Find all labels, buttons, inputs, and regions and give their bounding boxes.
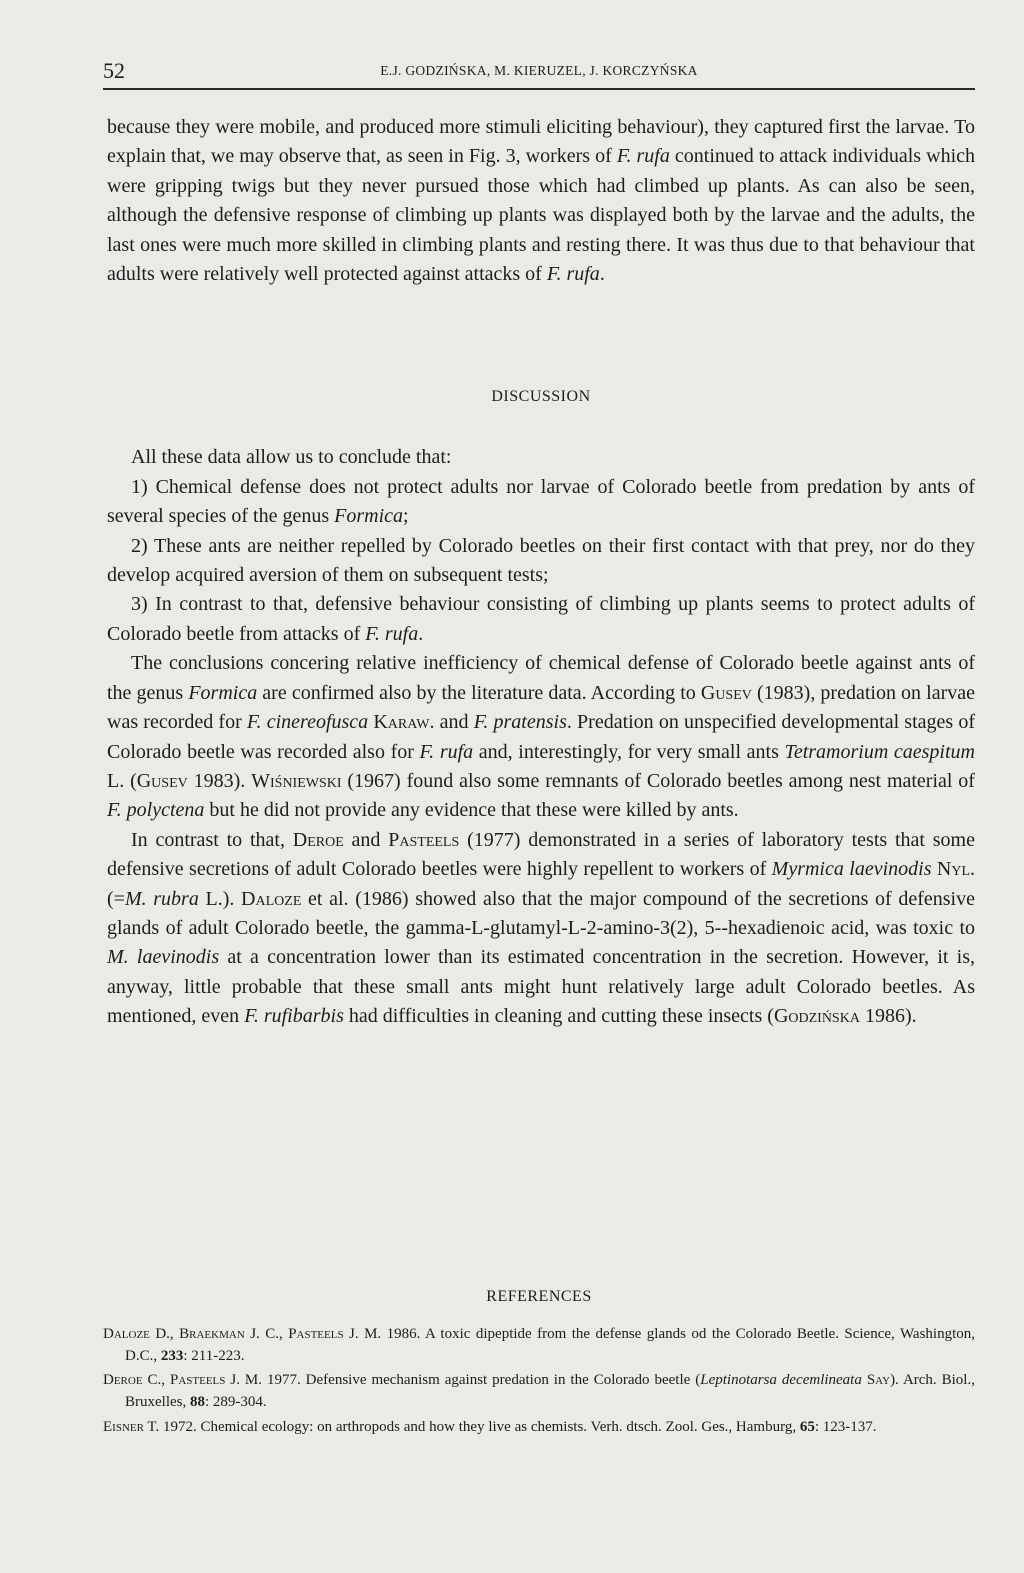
species-name: M. rubra <box>124 887 199 910</box>
text-run: L. ( <box>107 769 137 792</box>
paragraph-literature <box>107 649 975 825</box>
text-run: : 123-137. <box>814 1418 877 1435</box>
author-name: Karaw <box>373 711 430 734</box>
text-run: : 211-223. <box>183 1347 245 1364</box>
text-run: (1977) demonstrated in a series of laboratory tests that some defensive secretions of adult Colorado beetles were highly repellent to workers of <box>107 828 975 881</box>
text-run: because they were mobile, and produced more stimuli eliciting behaviour), they captured first the larvae. To explain that, we may observe that, as seen in Fig. 3, workers of <box>107 116 975 168</box>
species-name: F. rufa <box>419 740 474 763</box>
author-name: Pasteels <box>388 828 460 851</box>
author-name: Gusev <box>136 769 188 792</box>
text-run: 1986). <box>859 1005 917 1028</box>
conclusion-intro: All these data allow us to conclude that: <box>131 446 452 469</box>
references-section <box>103 1288 975 1442</box>
volume-number: 65 <box>799 1418 815 1435</box>
text-run: et al. (1986) showed also that the major compound of the secretions of defensive glands of adult Colorado beetle, the gamma-L-glutamyl-L-2-amino-3(2), 5--hexadienoic acid, was toxic to <box>107 887 975 939</box>
species-name: F. rufibarbis <box>244 1005 344 1028</box>
text-run: but he did not provide any evidence that these were killed by ants. <box>204 799 739 822</box>
discussion-heading: DISCUSSION <box>491 388 591 406</box>
conclusion-1 <box>107 473 975 532</box>
text-run: and <box>343 828 389 851</box>
text-run: at a concentration lower than its estimated concentration in the secretion. However, it is, anyway, little probable that these small ants might hunt relatively large adult Colorado beetles. As mentioned, even <box>107 946 976 1028</box>
text-run: J. M. 1986. A toxic dipeptide from the defense glands od the Colorado Beetle. Science, Washington, D.C., <box>125 1325 975 1364</box>
text-run: ). Arch. Biol., Bruxelles, <box>125 1372 975 1411</box>
text-run: L.). <box>198 887 242 910</box>
text-run: T. 1972. Chemical ecology: on arthropods and how they live as chemists. Verh. dtsch. Zool. Ges., Hamburg, <box>143 1418 800 1435</box>
genus-name: Formica <box>188 681 258 704</box>
text-run: . (= <box>107 858 975 910</box>
conclusion-3 <box>107 590 975 649</box>
species-name: M. laevinodis <box>107 946 220 969</box>
author-name: Gusev <box>700 681 752 704</box>
species-name: F. cinereofusca <box>246 711 369 734</box>
genus-name: Formica <box>334 505 404 528</box>
page-number: 52 <box>103 58 125 83</box>
species-name: Tetramorium caespitum <box>784 740 975 763</box>
species-name: F. rufa <box>365 622 419 645</box>
reference-entry <box>103 1417 975 1439</box>
author-name: Daloze <box>103 1325 150 1342</box>
text-run: D., <box>149 1325 180 1342</box>
text-run: . and <box>429 711 474 734</box>
conclusion-2: 2) These ants are neither repelled by Colorado beetles on their first contact with that prey, nor do they develop acquired aversion of them on subsequent tests; <box>107 534 975 587</box>
author-name: Deroe <box>292 828 344 851</box>
author-name: Godzińska <box>773 1005 860 1028</box>
author-name: Pasteels <box>288 1325 344 1342</box>
volume-number: 88 <box>190 1394 205 1411</box>
species-name: F. pratensis <box>473 711 567 734</box>
references-heading: REFERENCES <box>486 1288 592 1305</box>
text-run: : 289-304. <box>205 1394 267 1411</box>
text-run: 1983). <box>187 769 252 792</box>
text-run: ; <box>403 505 409 528</box>
author-name: Wiśniewski <box>251 769 342 792</box>
text-run: (1967) found also some remnants of Colorado beetles among nest material of <box>341 769 975 792</box>
text-run: J. C., <box>244 1325 289 1342</box>
species-name: Myrmica laevinodis <box>771 858 932 881</box>
text-run: C., <box>142 1372 170 1389</box>
author-name: Nyl <box>936 858 970 881</box>
author-name: Pasteels <box>170 1372 226 1389</box>
running-head <box>103 58 975 90</box>
text-run: . <box>418 622 424 645</box>
text-run: . Predation on unspecified developmental stages of Colorado beetle was recorded also for <box>107 711 976 763</box>
text-run: 1) Chemical defense does not protect adults nor larvae of Colorado beetle from predation by ants of several species of the genus <box>107 475 975 528</box>
author-name: Deroe <box>103 1372 143 1389</box>
paragraph-1 <box>107 113 975 289</box>
text-run: . <box>599 263 605 286</box>
text-run: The conclusions concering relative inefficiency of chemical defense of Colorado beetle against ants of the genus <box>107 652 975 704</box>
text-run: 3) In contrast to that, defensive behaviour consisting of climbing up plants seems to protect adults of Colorado beetle from attacks of <box>107 593 975 645</box>
header-authors: E.J. GODZIŃSKA, M. KIERUZEL, J. KORCZYŃSKA <box>380 63 698 78</box>
text-run: had difficulties in cleaning and cutting these insects ( <box>343 1005 774 1028</box>
text-run: J. M. 1977. Defensive mechanism against predation in the Colorado beetle ( <box>225 1372 701 1389</box>
text-run: In contrast to that, <box>131 828 293 851</box>
species-name: F. rufa <box>616 145 670 168</box>
reference-entry <box>103 1324 975 1368</box>
text-run: (1983), predation on larvae was recorded for <box>107 681 976 734</box>
body-text <box>107 113 975 1032</box>
text-run: are confirmed also by the literature data. According to <box>257 681 701 704</box>
reference-entry <box>103 1370 975 1414</box>
species-name: F. rufa <box>546 263 600 286</box>
text-run: and, interestingly, for very small ants <box>473 740 785 763</box>
text-run: continued to attack individuals which were gripping twigs but they never pursued those which had climbed up plants. As can also be seen, although the defensive response of climbing up plants was displayed both by the larvae and the adults, the last ones were much more skilled in climbing plants and resting there. It was thus due to that behaviour that adults were relatively well protected against attacks of <box>107 145 976 286</box>
paragraph-contrast <box>107 826 975 1032</box>
author-name: Eisner <box>103 1418 144 1435</box>
species-name: Leptinotarsa decemlineata <box>700 1372 862 1389</box>
volume-number: 233 <box>160 1347 184 1364</box>
author-name: Daloze <box>241 887 302 910</box>
species-name: F. polyctena <box>107 799 205 822</box>
author-name: Say <box>866 1372 891 1389</box>
author-name: Braekman <box>179 1325 245 1342</box>
